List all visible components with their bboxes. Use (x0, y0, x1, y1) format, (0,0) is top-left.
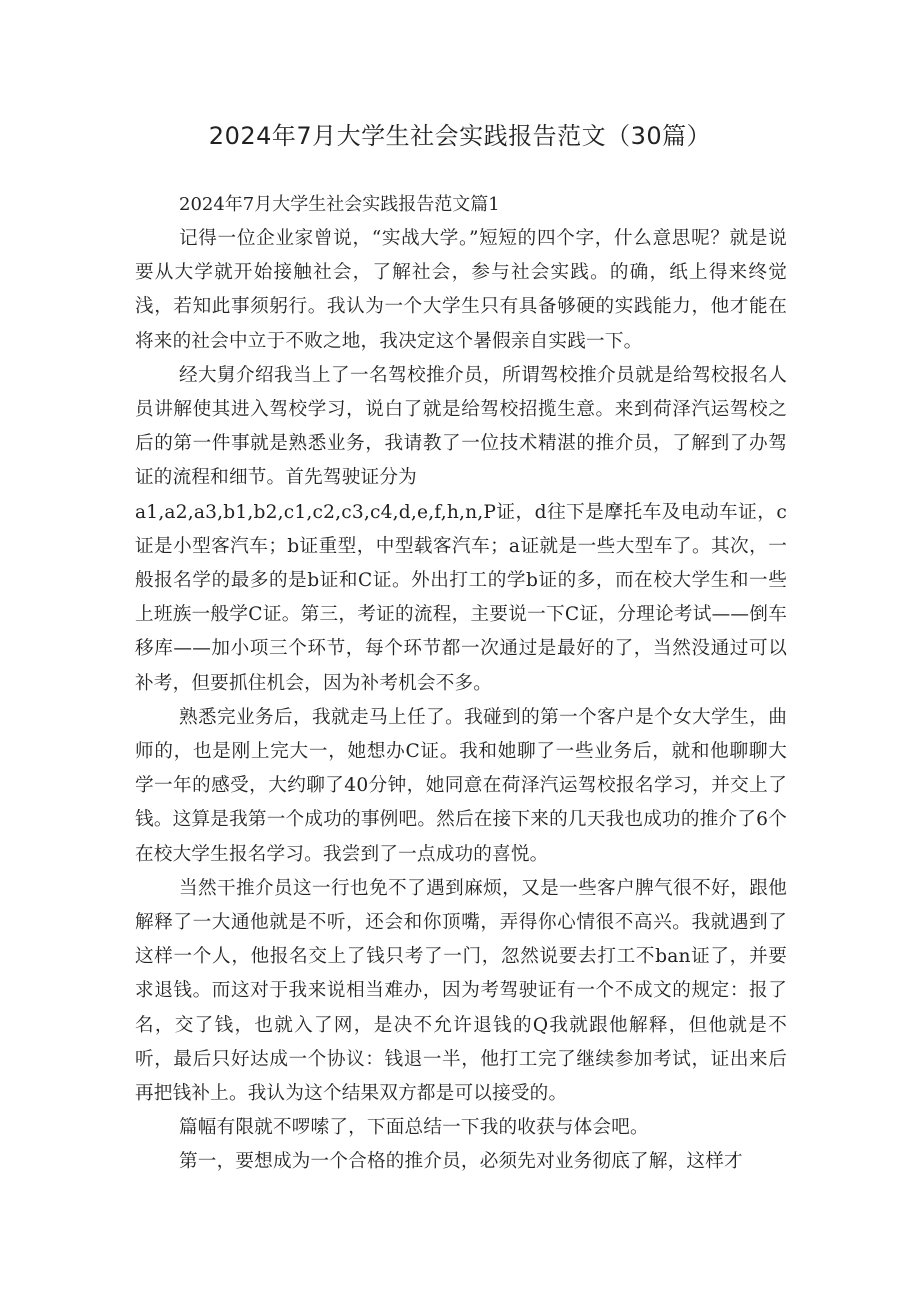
paragraph-6: 篇幅有限就不啰嗦了，下面总结一下我的收获与体会吧。 (179, 1117, 649, 1139)
document-title: 2024年7月大学生社会实践报告范文（30篇） (208, 122, 712, 150)
paragraph-7: 第一，要想成为一个合格的推介员，必须先对业务彻底了解，这样才 (179, 1151, 743, 1173)
paragraph-4: 熟悉完业务后，我就走马上任了。我碰到的第一个客户是个女大学生，曲师的，也是刚上完大一，她想办C证。我和她聊了一些业务后，就和他聊聊大学一年的感受，大约聊了40分钟，她同意在荷泽汽运驾校报名学习，并交上了钱。这算是我第一个成功的事例吧。然后在接下来的几天我也成功的推介了6个在校大学生报名学习。我尝到了一点成功的喜悦。 (135, 706, 787, 865)
document-body (135, 188, 787, 1180)
paragraph-3: a1,a2,a3,b1,b2,c1,c2,c3,c4,d,e,f,h,n,P证，d往下是摩托车及电动车证，c证是小型客汽车；b证重型，中型载客汽车；a证就是一些大型车了。其次，一般报名学的最多的是b证和C证。外出打工的学b证的多，而在校大学生和一些上班族一般学C证。第三，考证的流程，主要说一下C证，分理论考试——倒车移库——加小项三个环节，每个环节都一次通过是最好的了，当然没通过可以补考，但要抓住机会，因为补考机会不多。 (135, 501, 787, 694)
paragraph-5: 当然干推介员这一行也免不了遇到麻烦，又是一些客户脾气很不好，跟他解释了一大通他就是不听，还会和你顶嘴，弄得你心情很不高兴。我就遇到了这样一个人，他报名交上了钱只考了一门，忽然说要去打工不ban证了，并要求退钱。而这对于我来说相当难办，因为考驾驶证有一个不成文的规定：报了名，交了钱，也就入了网，是决不允许退钱的Q我就跟他解释，但他就是不听，最后只好达成一个协议：钱退一半，他打工完了继续参加考试，证出来后再把钱补上。我认为这个结果双方都是可以接受的。 (135, 877, 787, 1105)
paragraph-2: 经大舅介绍我当上了一名驾校推介员，所谓驾校推介员就是给驾校报名人员讲解使其进入驾校学习，说白了就是给驾校招揽生意。来到荷泽汽运驾校之后的第一件事就是熟悉业务，我请教了一位技术精湛的推介员，了解到了办驾证的流程和细节。首先驾驶证分为 (135, 364, 787, 489)
paragraph-1: 记得一位企业家曾说，“实战大学。”短短的四个字，什么意思呢？就是说要从大学就开始接触社会，了解社会，参与社会实践。的确，纸上得来终觉浅，若知此事须躬行。我认为一个大学生只有具备够硬的实践能力，他才能在将来的社会中立于不败之地，我决定这个暑假亲自实践一下。 (135, 228, 787, 352)
section-heading: 2024年7月大学生社会实践报告范文篇1 (179, 194, 500, 215)
